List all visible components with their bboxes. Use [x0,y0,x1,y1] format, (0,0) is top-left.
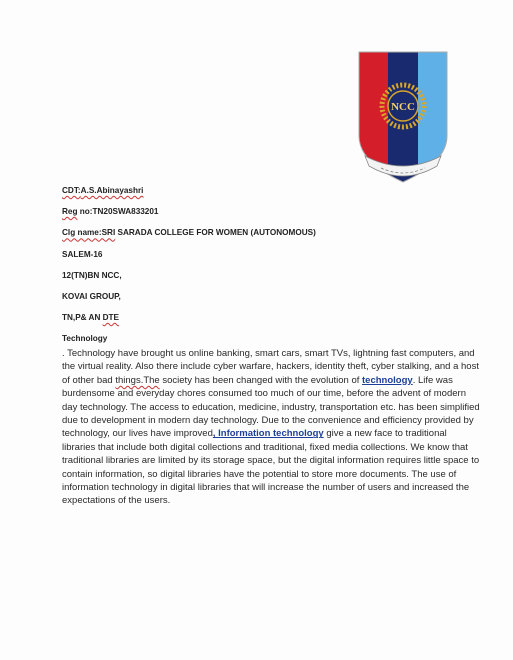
misspelled-word: things.The [115,374,160,386]
information-technology-link[interactable]: , Information technology [212,428,324,440]
college-line [62,228,482,238]
essay-paragraph [62,347,480,508]
directorate-prefix: TN,P& AN [62,313,103,323]
cadet-name: A.S.Abinayashri [80,186,144,195]
reg-prefix: Reg [62,207,78,217]
cadet-line [62,186,482,196]
reg-number: no:TN20SWA833201 [77,207,159,217]
technology-link[interactable]: technology [362,374,413,386]
topic-heading: Technology [62,334,108,344]
cadet-prefix: CDT: [62,186,81,195]
city-line: SALEM-16 [62,249,103,259]
reg-line [62,207,482,217]
paragraph-part-3: . Life was burdensome and everyday chores consumed too much of our time, before the advent of modern day technology. The access to education, medicine, industry, transportation etc. has been simplified due to development in modern day technology. Due to the convenience and efficiency provided by technology, our lives have improved [62,374,480,440]
header-block [62,186,482,356]
battalion-line: 12(TN)BN NCC, [62,270,122,280]
college-prefix: Clg name:SRI [62,228,116,238]
directorate-suffix: DTE [102,313,120,323]
paragraph-part-1: . Technology have brought us online banking, smart cars, smart TVs, lightning fast computers, and the virtual reality. Also there include cyber warfare, hackers, identity theft, cyber stalking, and a host of other bad [62,348,479,386]
paragraph-part-4: give a new face to traditional libraries that include both digital collections and traditional, fixed media collections. We know that traditional libraries are limited by its storage space, but the digital information requires little space to contain information, so digital libraries have the potential to store more documents. The use of information technology in digital libraries that will increase the number of users and increased the expectations of the users. [62,428,480,507]
ncc-logo [357,50,449,186]
paragraph-part-2: society has been changed with the evolution of [159,374,363,386]
directorate-line [62,313,482,323]
logo-text: NCC [391,101,415,113]
college-name: SARADA COLLEGE FOR WOMEN (AUTONOMOUS) [115,228,316,238]
group-line: KOVAI GROUP, [62,291,121,301]
